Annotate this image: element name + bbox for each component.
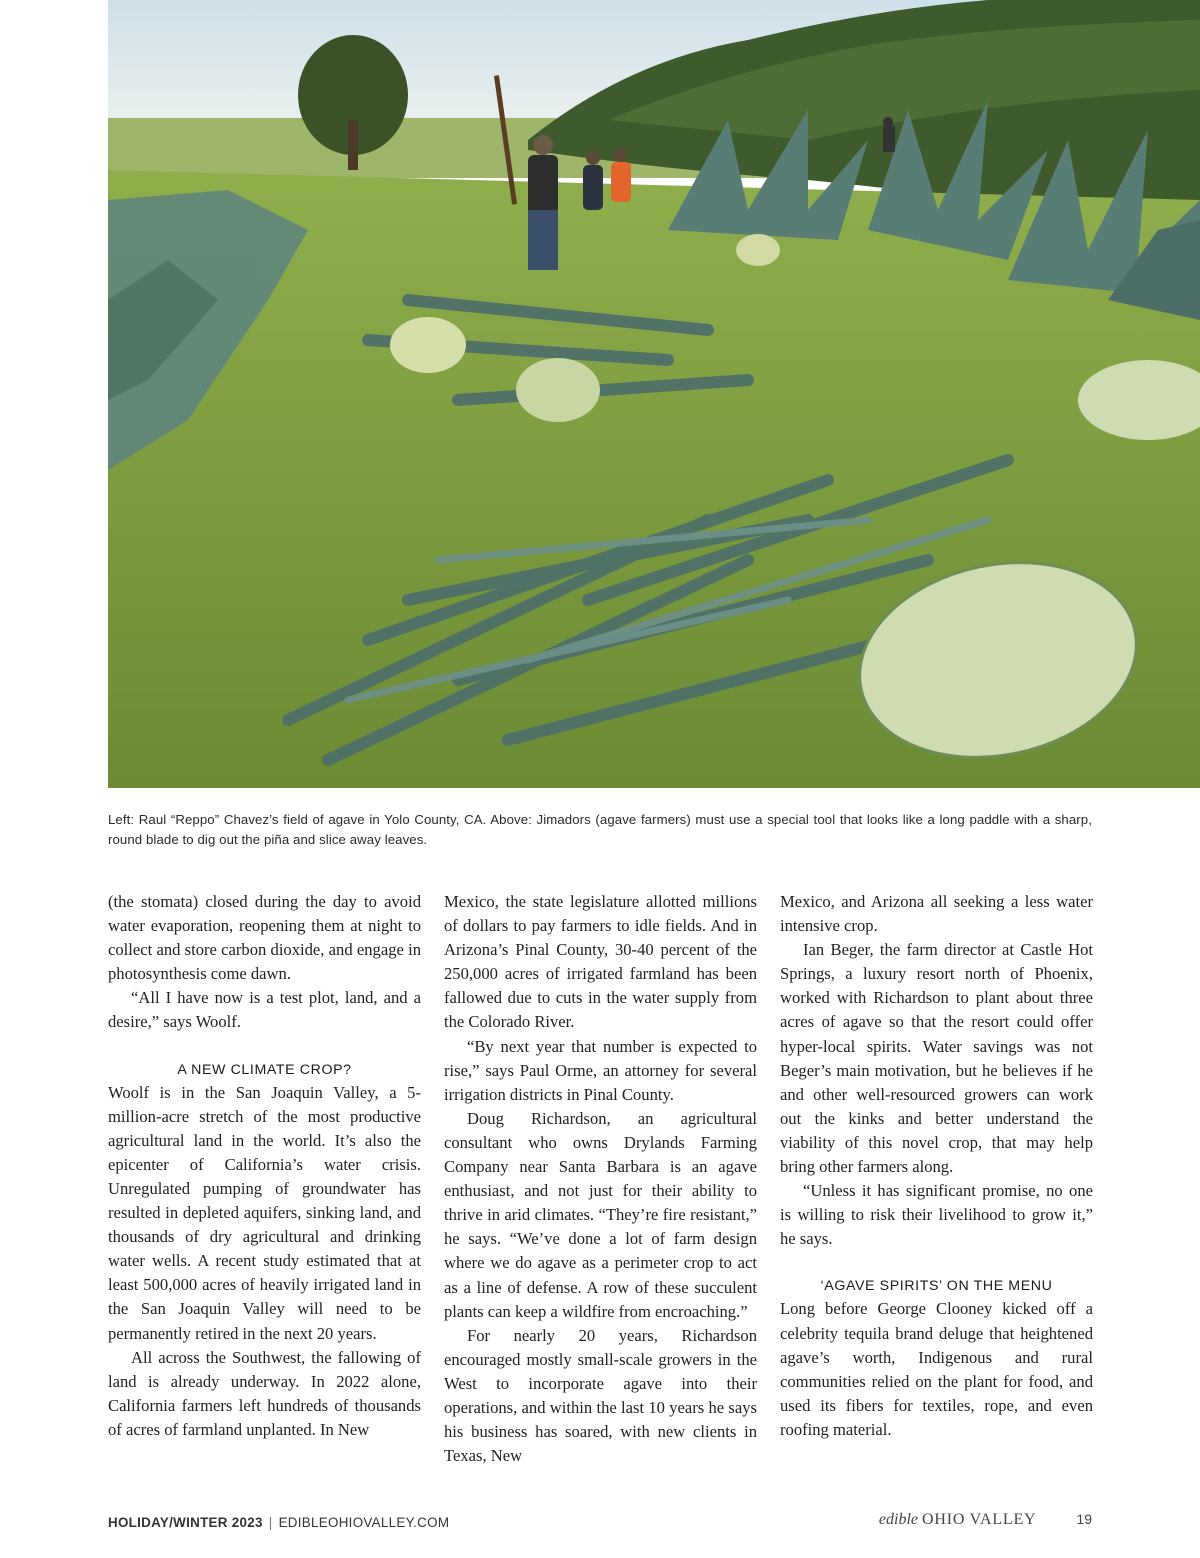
website-link[interactable]: EDIBLEOHIOVALLEY.COM (278, 1515, 450, 1530)
page-number: 19 (1076, 1511, 1092, 1527)
section-heading-agave-spirits: ‘AGAVE SPIRITS’ ON THE MENU (820, 1278, 1053, 1295)
issue-label: HOLIDAY/WINTER 2023 (108, 1515, 263, 1530)
paragraph: “All I have now is a test plot, land, and a desire,” says Woolf. (108, 988, 421, 1032)
paragraph: For nearly 20 years, Richardson encouraged mostly small-scale growers in the West to incorporate agave into their operations, and within the last 10 years he says his business has soared, with new clients in Texas, New (444, 1325, 757, 1466)
paragraph: “Unless it has significant promise, no one is willing to risk their livelihood to grow it,” he says. (780, 1181, 1093, 1249)
paragraph: Ian Beger, the farm director at Castle Hot Springs, a luxury resort north of Phoenix, worked with Richardson to plant about three acres of agave so that the resort could offer hyper-local spirits. Water savings was not Beger’s main motivation, but he believes if he and other well-resourced growers can work out the kinks and better understand the viability of this novel crop, that may help bring other farmers along. (780, 940, 1093, 1177)
paragraph: (the stomata) closed during the day to avoid water evaporation, reopening them at night to collect and store carbon dioxide, and engage in photosynthesis come dawn. (108, 892, 421, 984)
paragraph: Mexico, the state legislature allotted millions of dollars to pay farmers to idle fields. And in Arizona’s Pinal County, 30-40 percent of the 250,000 acres of irrigated farmland has been fallowed due to cuts in the water supply from the Colorado River. (444, 892, 757, 1032)
brand-edible: edible (878, 1511, 918, 1528)
photo-illustration (108, 0, 1200, 788)
article-column-1 (108, 890, 421, 1442)
photo-caption: Left: Raul “Reppo” Chavez’s field of agave in Yolo County, CA. Above: Jimadors (agave farmers) must use a special tool that looks like a long paddle with a sharp, round blade to dig out the piña and slice away leaves. (108, 812, 1092, 847)
article-column-2 (444, 890, 757, 1468)
paragraph: All across the Southwest, the fallowing of land is already underway. In 2022 alone, California farmers left hundreds of thousands of acres of farmland unplanted. In New (108, 1347, 421, 1439)
brand-ohio-valley: OHIO VALLEY (921, 1511, 1037, 1528)
agave-field-photo (108, 0, 1200, 788)
paragraph: Long before George Clooney kicked off a celebrity tequila brand deluge that heightened agave’s worth, Indigenous and rural communities relied on the plant for food, and used its fibers for textiles, rope, and even roofing material. (780, 1299, 1093, 1439)
paragraph: “By next year that number is expected to rise,” says Paul Orme, an attorney for several irrigation districts in Pinal County. (444, 1036, 757, 1104)
paragraph: Doug Richardson, an agricultural consultant who owns Drylands Farming Company near Santa Barbara is an agave enthusiast, and not just for their ability to thrive in arid climates. “They’re fire resistant,” he says. “We’ve done a lot of farm design where we do agave as a perimeter crop to act as a line of defense. A row of these succulent plants can keep a wildfire from encroaching.” (444, 1108, 757, 1321)
footer-separator: | (268, 1515, 273, 1530)
footer-issue-info (108, 1515, 449, 1530)
paragraph: Woolf is in the San Joaquin Valley, a 5-million-acre stretch of the most productive agricultural land in the world. It’s also the epicenter of California’s water crisis. Unregulated pumping of groundwater has resulted in depleted aquifers, sinking land, and thousands of dry agricultural and drinking water wells. A recent study estimated that at least 500,000 acres of heavily irrigated land in the San Joaquin Valley will need to be permanently retired in the next 20 years. (108, 1082, 421, 1343)
section-heading-climate-crop: A NEW CLIMATE CROP? (177, 1061, 352, 1078)
footer-brand (879, 1511, 1092, 1529)
paragraph: Mexico, and Arizona all seeking a less water intensive crop. (780, 892, 1093, 936)
article-column-3 (780, 890, 1093, 1442)
